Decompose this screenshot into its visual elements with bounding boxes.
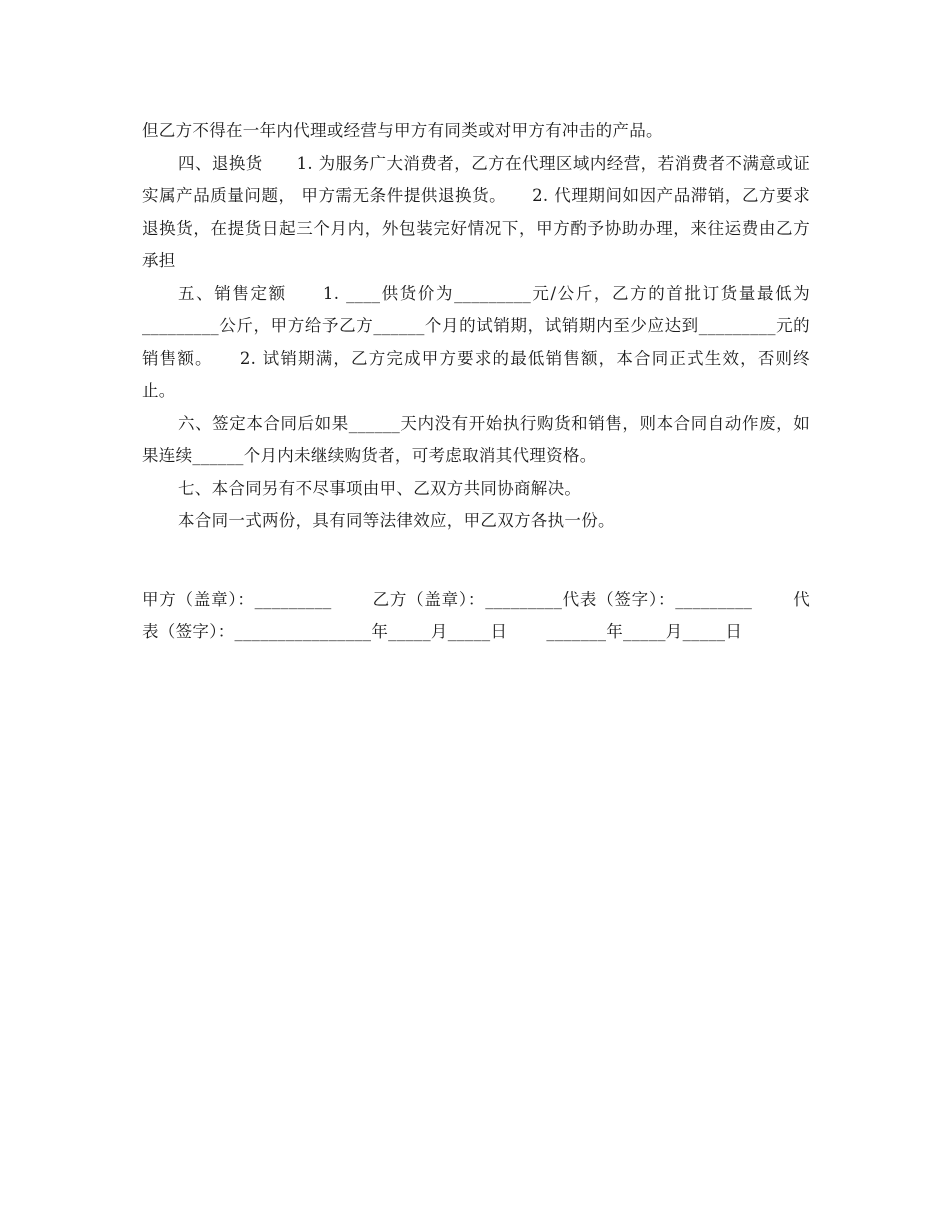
paragraph-copies-clause: 本合同一式两份，具有同等法律效应，甲乙双方各执一份。	[178, 511, 615, 530]
paragraph-continuation: 但乙方不得在一年内代理或经营与甲方有同类或对甲方有冲击的产品。	[142, 121, 663, 140]
signature-spacer	[142, 538, 810, 584]
paragraph-section-6-termination: 六、签定本合同后如果______天内没有开始执行购货和销售，则本合同自动作废，如果连续______个月内未继续购货者，可考虑取消其代理资格。	[142, 413, 810, 465]
paragraph-section-4-returns: 四、退换货 1. 为服务广大消费者，乙方在代理区域内经营，若消费者不满意或证实属产品质量问题， 甲方需无条件提供退换货。 2. 代理期间如因产品滞销，乙方要求退换货，在提货日起三个月内，外包装完好情况下，甲方酌予协助办理，来往运费由乙方承担	[142, 153, 810, 270]
contract-body	[142, 115, 810, 649]
paragraph-section-5-sales-quota: 五、销售定额 1. ____供货价为_________元/公斤，乙方的首批订货量最低为_________公斤，甲方给予乙方______个月的试销期，试销期内至少应达到_________元的销售额。 2. 试销期满，乙方完成甲方要求的最低销售额，本合同正式生效，否则终止。	[142, 283, 810, 400]
paragraph-section-7-other: 七、本合同另有不尽事项由甲、乙双方共同协商解决。	[178, 478, 582, 498]
signature-block: 甲方（盖章）：_________ 乙方（盖章）：_________代表（签字）：_________ 代表（签字）：________________年_____月_____日 _______年_____月_____日	[142, 589, 810, 641]
